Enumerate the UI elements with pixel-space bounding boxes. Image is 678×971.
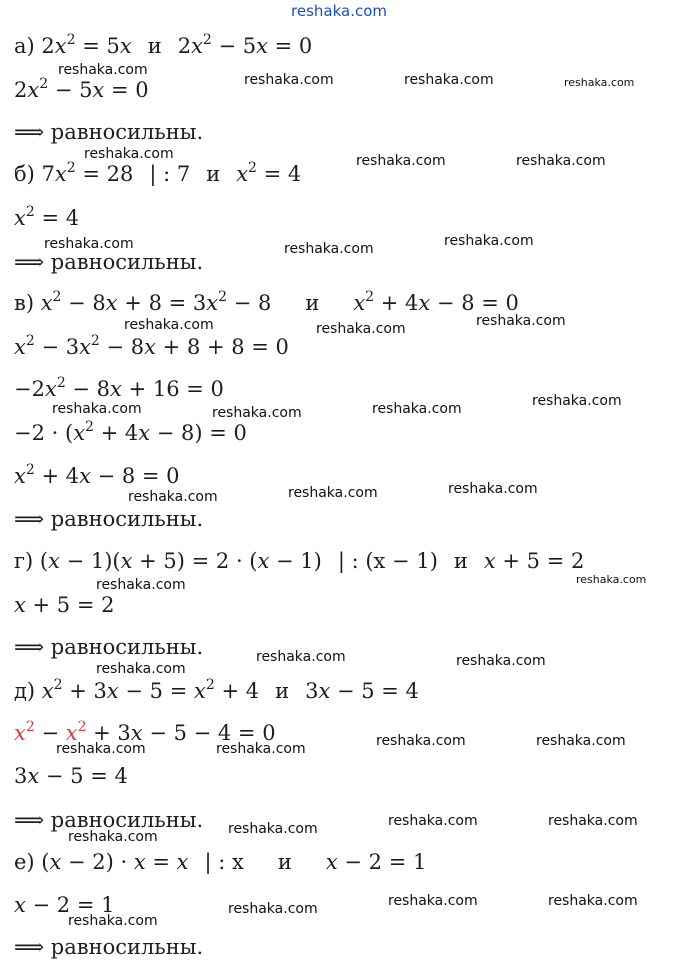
watermark: reshaka.com bbox=[52, 401, 142, 417]
watermark: reshaka.com bbox=[516, 153, 606, 169]
watermark: reshaka.com bbox=[216, 741, 306, 757]
watermark: reshaka.com bbox=[84, 146, 174, 162]
part-d-step-1: x + 5 = 2 bbox=[14, 593, 115, 617]
part-d-conclusion: ⟹ равносильны. bbox=[14, 635, 204, 659]
part-a-step-1: $2x^2 - 5x = 0$ bbox=[14, 76, 149, 102]
watermark: reshaka.com bbox=[228, 901, 318, 917]
watermark: reshaka.com bbox=[404, 72, 494, 88]
watermark: reshaka.com bbox=[444, 233, 534, 249]
part-b-conclusion: ⟹ равносильны. bbox=[14, 250, 204, 274]
part-f-step-1: x − 2 = 1 bbox=[14, 893, 115, 917]
part-e-step-1: $x^2 - x^2 + 3x - 5 - 4 = 0$ bbox=[14, 719, 276, 745]
watermark: reshaka.com bbox=[256, 649, 346, 665]
part-a-conclusion: ⟹ равносильны. bbox=[14, 120, 204, 144]
watermark: reshaka.com bbox=[212, 405, 302, 421]
watermark: reshaka.com bbox=[548, 813, 638, 829]
part-c-step-1: $x^2 - 3x^2 - 8x + 8 + 8 = 0$ bbox=[14, 333, 289, 359]
watermark: reshaka.com bbox=[532, 393, 622, 409]
watermark: reshaka.com bbox=[456, 653, 546, 669]
watermark: reshaka.com bbox=[388, 893, 478, 909]
part-d-header: г) (x − 1)(x + 5) = 2 · (x − 1) | : (x − 1) и x + 5 = 2 bbox=[14, 549, 585, 573]
watermark: reshaka.com bbox=[124, 317, 214, 333]
watermark: reshaka.com bbox=[96, 577, 186, 593]
part-c-step-2: $-2x^2 - 8x + 16 = 0$ bbox=[14, 375, 224, 401]
watermark: reshaka.com bbox=[372, 401, 462, 417]
watermark: reshaka.com bbox=[356, 153, 446, 169]
watermark: reshaka.com bbox=[58, 62, 148, 78]
watermark: reshaka.com bbox=[68, 829, 158, 845]
watermark: reshaka.com bbox=[288, 485, 378, 501]
cancelled-term: $x^2$ bbox=[65, 719, 87, 745]
watermark: reshaka.com bbox=[536, 733, 626, 749]
watermark: reshaka.com bbox=[68, 913, 158, 929]
part-c-conclusion: ⟹ равносильны. bbox=[14, 507, 204, 531]
site-header-watermark[interactable]: reshaka.com bbox=[291, 2, 387, 20]
watermark: reshaka.com bbox=[476, 313, 566, 329]
part-c-header: в) $x^2 - 8x + 8 = 3x^2 - 8$ и $x^2 + 4x - 8 = 0$ bbox=[14, 289, 519, 315]
cancelled-term: $x^2$ bbox=[14, 719, 35, 745]
part-f-header: е) (x − 2) · x = x | : x и x − 2 = 1 bbox=[14, 850, 427, 874]
watermark: reshaka.com bbox=[56, 741, 146, 757]
part-c-step-3: $-2 \cdot (x^2 + 4x - 8) = 0$ bbox=[14, 419, 247, 445]
part-a-header: а) $2x^2 = 5x$ и $2x^2 - 5x = 0$ bbox=[14, 32, 313, 58]
part-b-header: б) $7x^2 = 28$ | : 7 и $x^2 = 4$ bbox=[14, 160, 302, 186]
watermark: reshaka.com bbox=[284, 241, 374, 257]
part-e-header: д) $x^2 + 3x - 5 = x^2 + 4$ и 3x − 5 = 4 bbox=[14, 677, 419, 703]
part-e-conclusion: ⟹ равносильны. bbox=[14, 808, 204, 832]
watermark: reshaka.com bbox=[44, 236, 134, 252]
watermark: reshaka.com bbox=[316, 321, 406, 337]
part-c-step-4: $x^2 + 4x - 8 = 0$ bbox=[14, 462, 180, 488]
watermark: reshaka.com bbox=[128, 489, 218, 505]
watermark: reshaka.com bbox=[228, 821, 318, 837]
watermark: reshaka.com bbox=[448, 481, 538, 497]
watermark: reshaka.com bbox=[376, 733, 466, 749]
part-f-conclusion: ⟹ равносильны. bbox=[14, 935, 204, 959]
watermark: reshaka.com bbox=[244, 72, 334, 88]
watermark: reshaka.com bbox=[564, 76, 635, 89]
watermark: reshaka.com bbox=[96, 661, 186, 677]
part-e-step-2: 3x − 5 = 4 bbox=[14, 764, 128, 788]
watermark: reshaka.com bbox=[576, 573, 647, 586]
watermark: reshaka.com bbox=[388, 813, 478, 829]
part-b-step-1: $x^2 = 4$ bbox=[14, 204, 80, 230]
watermark: reshaka.com bbox=[548, 893, 638, 909]
